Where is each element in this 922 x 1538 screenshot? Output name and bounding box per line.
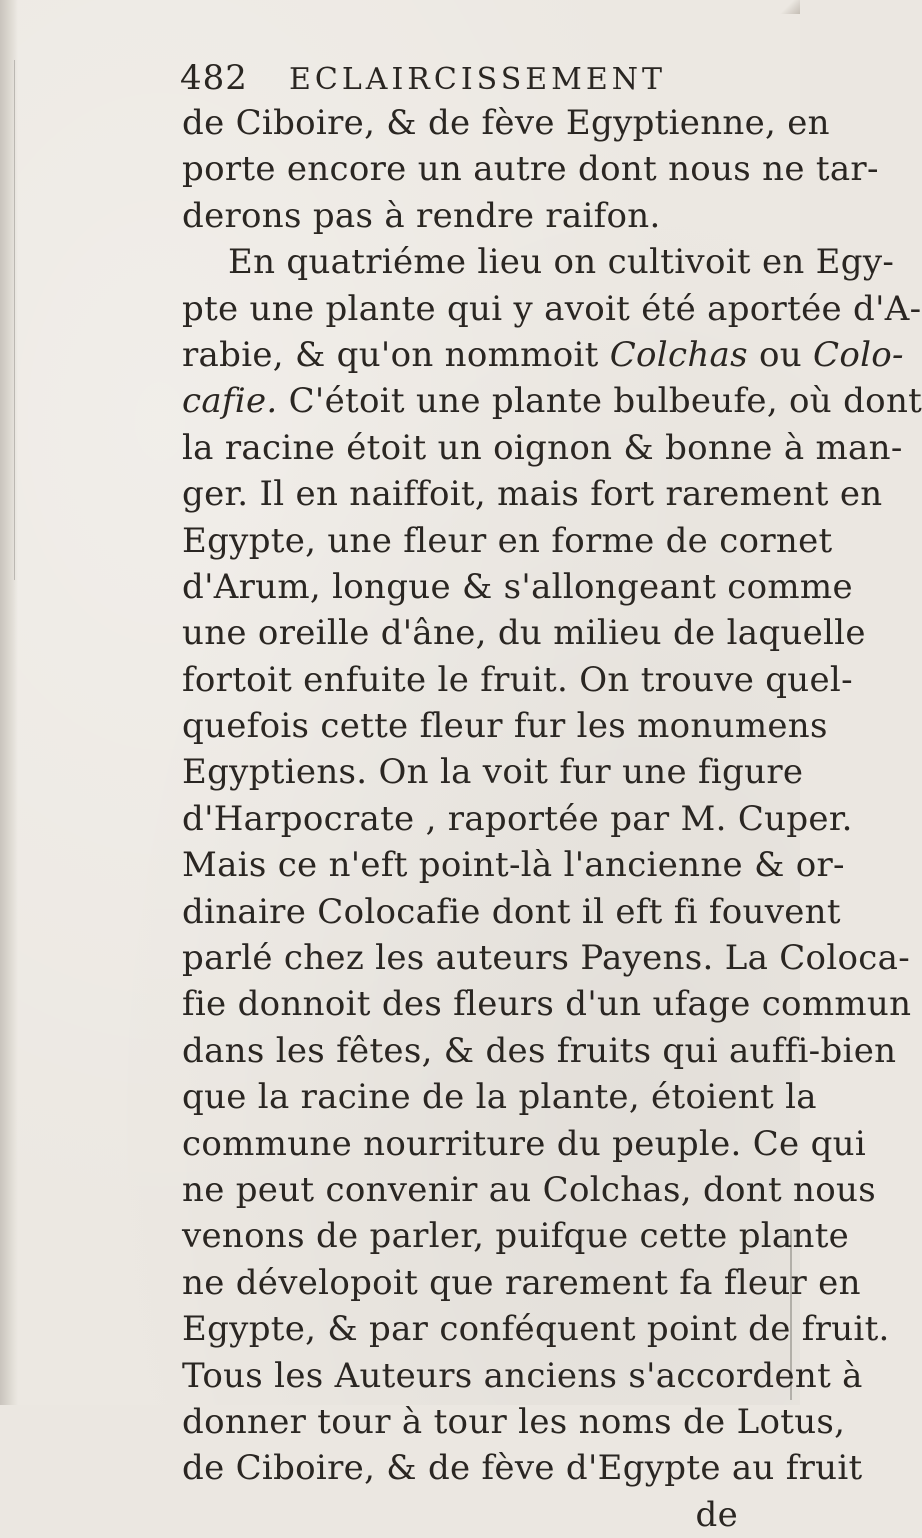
text-span: ne peut convenir au Colchas, dont nous	[182, 1170, 876, 1210]
text-line	[182, 981, 778, 1027]
text-span: C'étoit une plante bulbeufe, où dont	[278, 381, 922, 421]
text-span: Egyptiens. On la voit fur une figure	[182, 752, 803, 792]
text-line	[182, 842, 778, 888]
text-span: Mais ce n'eft point-là l'ancienne & or-	[182, 845, 845, 885]
text-line	[182, 889, 778, 935]
text-span: fie donnoit des fleurs d'un ufage commun	[182, 984, 911, 1024]
text-line	[182, 610, 778, 656]
text-span: cafie.	[182, 381, 278, 421]
page-header	[180, 58, 740, 106]
text-line	[182, 1306, 778, 1352]
text-line	[182, 1260, 778, 1306]
text-line	[182, 425, 778, 471]
text-span: de Ciboire, & de fève Egyptienne, en	[182, 103, 830, 143]
page-gutter-shadow	[0, 0, 18, 1405]
page-corner-stain	[780, 0, 800, 14]
text-span: fortoit enfuite le fruit. On trouve quel-	[182, 660, 853, 700]
text-span: dans les fêtes, & des fruits qui auffi-bien	[182, 1031, 896, 1071]
text-line	[182, 1121, 778, 1167]
text-span: d'Arum, longue & s'allongeant comme	[182, 567, 853, 607]
text-span: ne dévelopoit que rarement fa fleur en	[182, 1263, 861, 1303]
text-line	[182, 378, 778, 424]
text-span: porte encore un autre dont nous ne tar-	[182, 149, 879, 189]
text-line	[182, 1445, 778, 1491]
text-line	[182, 749, 778, 795]
text-line	[182, 332, 778, 378]
text-span: Tous les Auteurs anciens s'accordent à	[182, 1356, 863, 1396]
body-text	[182, 100, 778, 1538]
text-line	[182, 1399, 778, 1445]
text-line	[182, 1213, 778, 1259]
running-head: ECLAIRCISSEMENT	[289, 62, 666, 97]
text-line	[182, 935, 778, 981]
text-span: quefois cette fleur fur les monumens	[182, 706, 828, 746]
text-span: d'Harpocrate , raportée par M. Cuper.	[182, 799, 853, 839]
text-span: rabie, & qu'on nommoit	[182, 335, 610, 375]
text-line	[182, 1167, 778, 1213]
text-line	[182, 703, 778, 749]
text-span: parlé chez les auteurs Payens. La Coloca-	[182, 938, 910, 978]
text-span: ou	[748, 335, 813, 375]
page-edge-line	[14, 60, 15, 580]
text-line	[182, 518, 778, 564]
text-line	[182, 796, 778, 842]
text-span: dinaire Colocafie dont il eft fi fouvent	[182, 892, 841, 932]
text-span: de Ciboire, & de fève d'Egypte au fruit	[182, 1448, 863, 1488]
text-line	[182, 1353, 778, 1399]
text-span: donner tour à tour les noms de Lotus,	[182, 1402, 845, 1442]
text-span: une oreille d'âne, du milieu de laquelle	[182, 613, 866, 653]
text-span: En quatriéme lieu on cultivoit en Egy-	[228, 242, 894, 282]
catchword: de	[182, 1492, 778, 1538]
text-span: Colchas	[610, 335, 748, 375]
text-line	[182, 1028, 778, 1074]
text-span: ger. Il en naiffoit, mais fort rarement en	[182, 474, 882, 514]
text-span: derons pas à rendre raifon.	[182, 196, 661, 236]
text-span: pte une plante qui y avoit été aportée d'A-	[182, 289, 921, 329]
text-span: Egypte, une fleur en forme de cornet	[182, 521, 832, 561]
text-line	[182, 657, 778, 703]
text-line	[182, 100, 778, 146]
text-span: venons de parler, puifque cette plante	[182, 1216, 849, 1256]
text-line	[182, 193, 778, 239]
text-line	[182, 471, 778, 517]
text-span: Colo-	[813, 335, 904, 375]
text-span: que la racine de la plante, étoient la	[182, 1077, 817, 1117]
text-span: la racine étoit un oignon & bonne à man-	[182, 428, 903, 468]
page-number: 482	[180, 58, 248, 98]
text-line	[182, 564, 778, 610]
text-line	[182, 146, 778, 192]
text-span: commune nourriture du peuple. Ce qui	[182, 1124, 866, 1164]
text-line	[182, 286, 778, 332]
text-line	[182, 1074, 778, 1120]
text-line	[182, 239, 778, 285]
text-span: Egypte, & par conféquent point de fruit.	[182, 1309, 890, 1349]
